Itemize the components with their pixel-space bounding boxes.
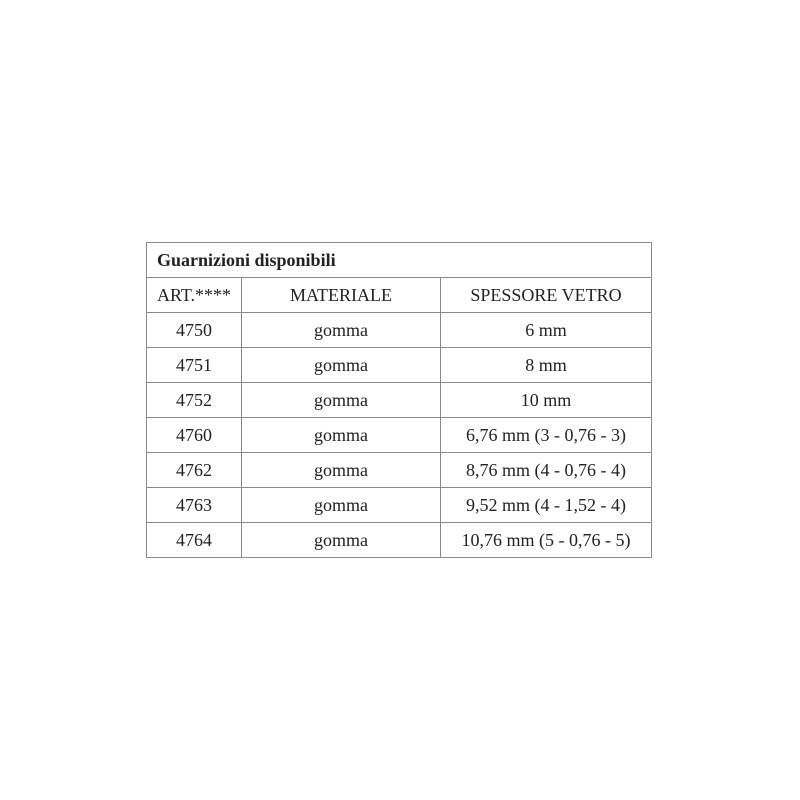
- table-row: [147, 488, 652, 523]
- cell-spessore: 6,76 mm (3 - 0,76 - 3): [441, 418, 652, 453]
- cell-art: 4762: [147, 453, 242, 488]
- cell-materiale: gomma: [242, 418, 441, 453]
- column-header-materiale: MATERIALE: [242, 278, 441, 313]
- table-title-row: [147, 243, 652, 278]
- cell-art: 4752: [147, 383, 242, 418]
- cell-materiale: gomma: [242, 488, 441, 523]
- cell-materiale: gomma: [242, 383, 441, 418]
- table-container: [146, 242, 651, 558]
- cell-spessore: 6 mm: [441, 313, 652, 348]
- table-header-row: [147, 278, 652, 313]
- cell-materiale: gomma: [242, 348, 441, 383]
- cell-art: 4760: [147, 418, 242, 453]
- cell-art: 4751: [147, 348, 242, 383]
- cell-spessore: 10,76 mm (5 - 0,76 - 5): [441, 523, 652, 558]
- guarnizioni-table: [146, 242, 652, 558]
- cell-spessore: 9,52 mm (4 - 1,52 - 4): [441, 488, 652, 523]
- table-row: [147, 313, 652, 348]
- table-row: [147, 418, 652, 453]
- cell-spessore: 8,76 mm (4 - 0,76 - 4): [441, 453, 652, 488]
- table-title: Guarnizioni disponibili: [147, 243, 652, 278]
- table-row: [147, 453, 652, 488]
- column-header-spessore-vetro: SPESSORE VETRO: [441, 278, 652, 313]
- cell-materiale: gomma: [242, 453, 441, 488]
- cell-art: 4750: [147, 313, 242, 348]
- column-header-art: ART.****: [147, 278, 242, 313]
- cell-materiale: gomma: [242, 523, 441, 558]
- cell-spessore: 10 mm: [441, 383, 652, 418]
- cell-art: 4764: [147, 523, 242, 558]
- table-row: [147, 348, 652, 383]
- cell-art: 4763: [147, 488, 242, 523]
- cell-materiale: gomma: [242, 313, 441, 348]
- table-row: [147, 523, 652, 558]
- table-row: [147, 383, 652, 418]
- cell-spessore: 8 mm: [441, 348, 652, 383]
